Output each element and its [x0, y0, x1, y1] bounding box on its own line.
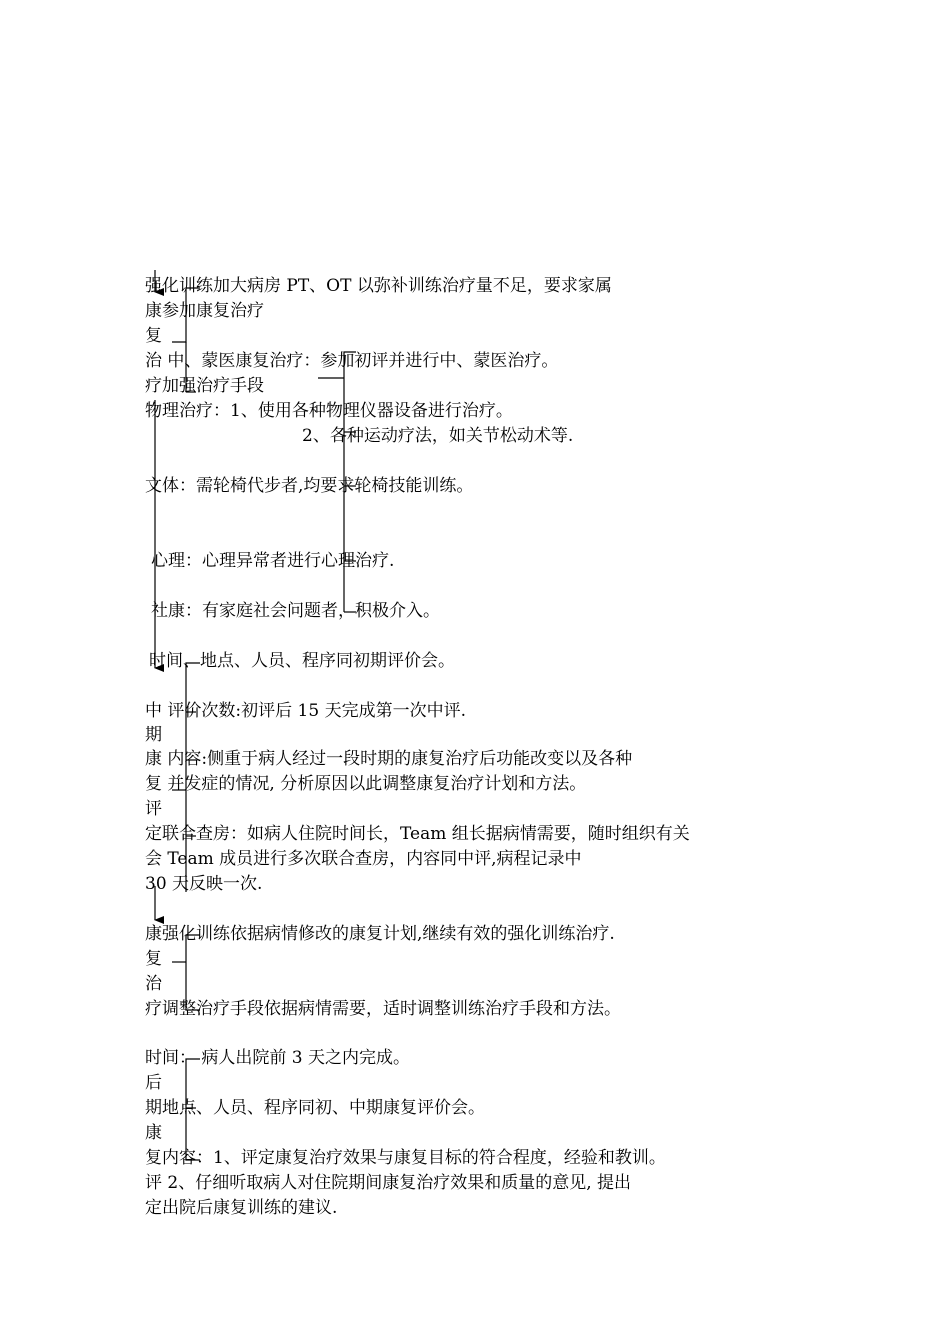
text-line: 30 天反映一次. [145, 874, 263, 894]
text-line: 治 中、蒙医康复治疗：参加初评并进行中、蒙医治疗。 [145, 351, 559, 371]
text-line: 复 [145, 326, 162, 346]
text-line: 2、各种运动疗法，如关节松动术等. [302, 426, 574, 446]
text-line: 疗加强治疗手段 [145, 376, 264, 396]
text-line: 时间、地点、人员、程序同初期评价会。 [149, 651, 455, 671]
text-line: 定出院后康复训练的建议. [145, 1198, 338, 1218]
text-line: 康 内容:侧重于病人经过一段时期的康复治疗后功能改变以及各种 [145, 749, 633, 769]
text-line: 康参加康复治疗 [145, 301, 264, 321]
text-line: 心理：心理异常者进行心理治疗. [151, 551, 395, 571]
text-line: 康强化训练依据病情修改的康复计划,继续有效的强化训练治疗. [145, 924, 615, 944]
text-line: 治 [145, 974, 162, 994]
text-line: 期地点、人员、程序同初、中期康复评价会。 [145, 1098, 485, 1118]
text-line: 会 Team 成员进行多次联合查房，内容同中评,病程记录中 [145, 849, 582, 869]
text-line: 疗调整治疗手段依据病情需要，适时调整训练治疗手段和方法。 [145, 999, 621, 1019]
text-line: 中 评价次数:初评后 15 天完成第一次中评. [145, 701, 466, 721]
text-line: 后 [145, 1073, 162, 1093]
text-line: 物理治疗：1、使用各种物理仪器设备进行治疗。 [145, 401, 513, 421]
text-line: 文体：需轮椅代步者,均要求轮椅技能训练。 [145, 476, 474, 496]
text-line: 时间： 病人出院前 3 天之内完成。 [145, 1048, 411, 1068]
text-line: 复内容：1、评定康复治疗效果与康复目标的符合程度，经验和教训。 [145, 1148, 666, 1168]
text-line: 评 [145, 799, 162, 819]
text-line: 社康：有家庭社会问题者，积极介入。 [151, 601, 440, 621]
text-line: 复 并发症的情况, 分析原因以此调整康复治疗计划和方法。 [145, 774, 587, 794]
text-line: 期 [145, 725, 162, 745]
text-line: 复 [145, 949, 162, 969]
text-line: 强化训练加大病房 PT、OT 以弥补训练治疗量不足，要求家属 [145, 276, 612, 296]
text-line: 定联合查房：如病人住院时间长，Team 组长据病情需要，随时组织有关 [145, 824, 690, 844]
text-line: 评 2、仔细听取病人对住院期间康复治疗效果和质量的意见, 提出 [145, 1173, 632, 1193]
text-line: 康 [145, 1123, 162, 1143]
